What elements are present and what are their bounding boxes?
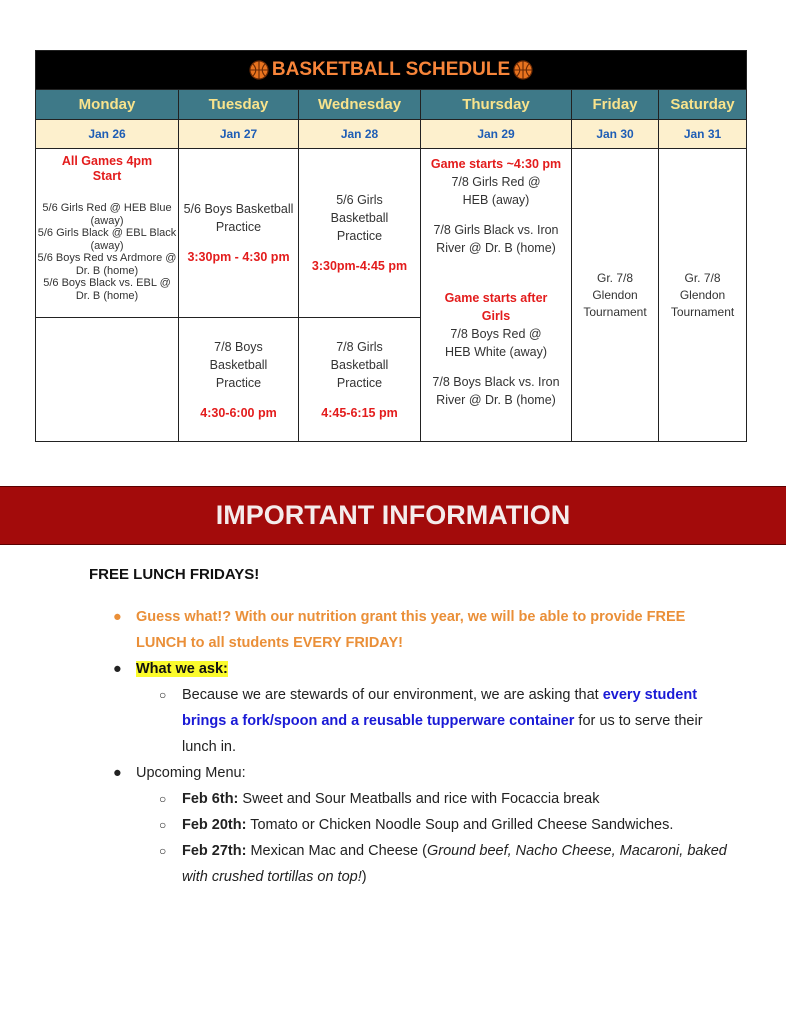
- menu-text: Tomato or Chicken Noodle Soup and Grilled Cheese Sandwiches.: [246, 817, 674, 833]
- ask-label: What we ask:: [136, 661, 228, 677]
- monday-games-cell: [36, 149, 179, 318]
- monday-game: 5/6 Girls Red @ HEB Blue (away): [42, 202, 172, 227]
- list-item: [107, 604, 727, 656]
- free-lunch-heading: FREE LUNCH FRIDAYS!: [89, 566, 260, 583]
- tuesday-bottom-cell: [179, 318, 299, 442]
- wednesday-bottom-cell: [299, 318, 421, 442]
- wednesday-bottom-time: 4:45-6:15 pm: [321, 405, 398, 420]
- lunch-announcement: Guess what!? With our nutrition grant this year, we will be able to provide FREE LUNCH to all students EVERY FRIDAY!: [136, 609, 686, 651]
- tuesday-bottom-time: 4:30-6:00 pm: [200, 405, 277, 420]
- monday-game: 5/6 Girls Black @ EBL Black (away): [37, 227, 177, 252]
- bullet-icon: ●: [113, 661, 122, 677]
- hollow-bullet-icon: ○: [159, 792, 167, 806]
- tuesday-top-time: 3:30pm - 4:30 pm: [187, 250, 290, 264]
- ask-text-end: for us to serve their lunch in.: [182, 713, 703, 755]
- hollow-bullet-icon: ○: [159, 818, 167, 832]
- menu-date: Feb 27th:: [182, 843, 247, 859]
- important-information-banner: IMPORTANT INFORMATION: [0, 486, 786, 545]
- tuesday-top-event: 5/6 Boys Basketball Practice: [183, 202, 294, 234]
- basketball-icon: [249, 60, 269, 80]
- menu-text-end: ): [361, 869, 367, 885]
- menu-text: Mexican Mac and Cheese (: [246, 843, 427, 859]
- bullet-icon: ●: [113, 765, 122, 781]
- day-header-monday: Monday: [36, 90, 179, 120]
- thursday-game: 7/8 Boys Black vs. Iron River @ Dr. B (home): [432, 375, 560, 407]
- menu-item: [107, 812, 727, 838]
- monday-empty-cell: [36, 318, 179, 442]
- basketball-icon: [513, 60, 533, 80]
- thursday-start-note: Game starts ~4:30 pm: [430, 157, 562, 171]
- menu-note: Ground beef, Nacho Cheese, Macaroni, baked with crushed tortillas on top!: [182, 843, 727, 885]
- tuesday-bottom-event: 7/8 Boys Basketball Practice: [209, 339, 268, 390]
- day-header-wednesday: Wednesday: [299, 90, 421, 120]
- menu-date: Feb 6th:: [182, 791, 239, 807]
- list-item: [107, 760, 727, 786]
- day-header-saturday: Saturday: [659, 90, 747, 120]
- friday-event: Gr. 7/8 Glendon Tournament: [572, 149, 659, 442]
- basketball-schedule-table: [35, 50, 747, 442]
- menu-text: Sweet and Sour Meatballs and rice with Focaccia break: [238, 791, 600, 807]
- day-header-tuesday: Tuesday: [179, 90, 299, 120]
- thursday-start-note: Game starts after Girls: [444, 291, 548, 323]
- date-thursday: Jan 29: [421, 120, 572, 149]
- wednesday-top-event: 5/6 Girls Basketball Practice: [330, 193, 389, 243]
- monday-game: 5/6 Boys Black vs. EBL @ Dr. B (home): [43, 277, 171, 302]
- date-monday: Jan 26: [36, 120, 179, 149]
- ask-text: Because we are stewards of our environment, we are asking that: [182, 687, 603, 703]
- menu-label: Upcoming Menu:: [136, 765, 246, 781]
- thursday-game: 7/8 Boys Red @ HEB White (away): [444, 327, 548, 359]
- wednesday-top-time: 3:30pm-4:45 pm: [311, 259, 408, 273]
- monday-game: 5/6 Boys Red vs Ardmore @ Dr. B (home): [37, 252, 177, 277]
- thursday-games-cell: [421, 149, 572, 442]
- day-header-friday: Friday: [572, 90, 659, 120]
- schedule-title-cell: [36, 51, 747, 90]
- thursday-game: 7/8 Girls Red @ HEB (away): [451, 175, 541, 207]
- bullet-icon: ●: [113, 609, 122, 625]
- date-wednesday: Jan 28: [299, 120, 421, 149]
- date-tuesday: Jan 27: [179, 120, 299, 149]
- day-header-thursday: Thursday: [421, 90, 572, 120]
- date-friday: Jan 30: [572, 120, 659, 149]
- menu-item: [107, 838, 727, 890]
- thursday-game: 7/8 Girls Black vs. Iron River @ Dr. B (home): [433, 223, 559, 255]
- date-saturday: Jan 31: [659, 120, 747, 149]
- wednesday-bottom-event: 7/8 Girls Basketball Practice: [330, 339, 389, 390]
- ask-emphasis: every student brings a fork/spoon and a reusable tupperware container: [182, 687, 698, 729]
- menu-date: Feb 20th:: [182, 817, 247, 833]
- hollow-bullet-icon: ○: [159, 688, 167, 702]
- list-item: [107, 682, 727, 760]
- monday-start-note: All Games 4pm Start: [61, 154, 153, 183]
- wednesday-top-cell: [299, 149, 421, 318]
- lunch-info-list: [107, 604, 727, 890]
- menu-item: [107, 786, 727, 812]
- schedule-title: BASKETBALL SCHEDULE: [271, 59, 511, 80]
- hollow-bullet-icon: ○: [159, 844, 167, 858]
- tuesday-top-cell: [179, 149, 299, 318]
- saturday-event: Gr. 7/8 Glendon Tournament: [659, 149, 747, 442]
- list-item: [107, 656, 727, 682]
